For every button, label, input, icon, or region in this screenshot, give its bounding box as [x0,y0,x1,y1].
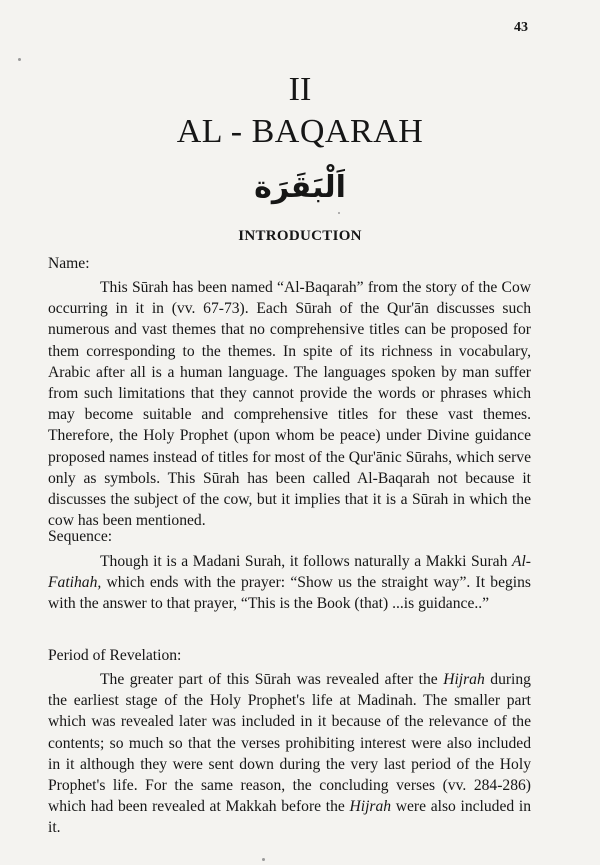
sequence-paragraph [48,551,531,615]
sequence-italic-surah: Al-Fatihah, [48,553,531,592]
revelation-subheading: Period of Revelation: [48,647,182,664]
chapter-numeral: II [288,71,312,108]
name-subheading: Name: [48,255,90,272]
revelation-italic-hijrah-2: Hijrah [349,798,392,816]
page-number: 43 [514,20,528,35]
scan-speck [18,58,21,61]
revelation-paragraph [48,669,531,839]
arabic-calligraphy-title: اَلْبَقَرَة [254,170,346,205]
revelation-section [48,669,531,839]
revelation-text-3: were also included in it. [48,798,531,837]
name-paragraph: This Sūrah has been named “Al-Baqarah” from the story of the Cow occurring in it in (vv. 67-73). Each Sūrah of the Qur'ān discusses such numerous and vast themes that no comprehensive titles can be proposed for them corresponding to the themes. In spite of its richness in vocabulary, Arabic after all is a human language. The languages spoken by man suffer from such limitations that they cannot provide the words or phrases which may become suitable and comprehensive titles for these vast themes. Therefore, the Holy Prophet (upon whom be peace) under Divine guidance proposed names instead of titles for most of the Qur'ānic Sūrahs, which serve only as symbols. This Sūrah has been called Al-Baqarah not because it discusses the subject of the cow, but it implies that it is a Sūrah in which the cow has been mentioned. [48,279,531,530]
chapter-title: AL - BAQARAH [176,113,424,150]
scan-speck [338,212,340,214]
introduction-heading: INTRODUCTION [238,228,362,244]
sequence-text-2: which ends with the prayer: “Show us the straight way”. It begins with the answer to that prayer, “This is the Book (that) ...is guidance..” [48,574,531,613]
scan-speck [262,858,265,861]
revelation-text-1: The greater part of this Sūrah was revealed after the [100,671,444,688]
name-section [48,277,531,531]
sequence-text-1: Though it is a Madani Surah, it follows naturally a Makki Surah [100,553,512,570]
revelation-italic-hijrah-1: Hijrah [443,671,485,688]
sequence-section [48,551,531,615]
revelation-text-2: during the earliest stage of the Holy Prophet's life at Madinah. The smaller part which was revealed later was included in it because of the relevance of the contents; so much so that the verses prohibiting interest were also included in it although they were sent down during the very last period of the Holy Prophet's life. For the same reason, the concluding verses (vv. 284-286) which had been revealed at Makkah before the [48,671,531,816]
sequence-subheading: Sequence: [48,528,113,545]
